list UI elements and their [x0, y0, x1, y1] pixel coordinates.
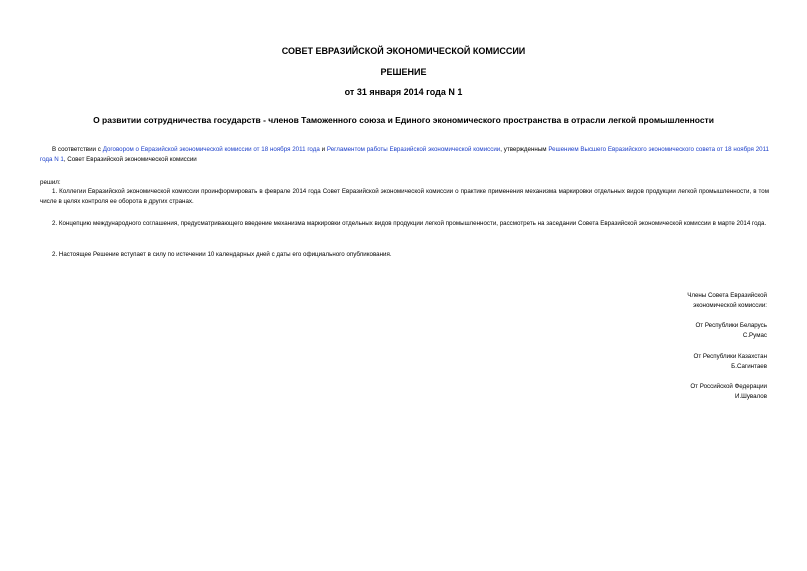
preamble-text: , Совет Евразийской экономической комиссии — [63, 156, 197, 163]
item-3: 2. Настоящее Решение вступает в силу по истечении 10 календарных дней с даты его официального опубликования. — [52, 251, 392, 258]
preamble-text: и — [319, 146, 327, 153]
signature-block — [567, 352, 767, 372]
signatory-name: Б.Сагинтаев — [731, 363, 767, 370]
signatory-name: С.Румас — [742, 332, 767, 339]
item-1: 1. Коллегии Евразийской экономической комиссии проинформировать в феврале 2014 года Совет Евразийской экономической комиссии о практике применения механизма маркировки отдельных видов продукции легкой промышленности, в том числе в целях контроля ее оборота в других странах. — [40, 188, 769, 205]
document-type: РЕШЕНИЕ — [380, 67, 427, 77]
document-date-number: от 31 января 2014 года N 1 — [344, 87, 463, 97]
preamble-text: , утвержденным — [500, 146, 549, 153]
signature-block — [567, 382, 767, 402]
item-2: 2. Концепцию международного соглашения, предусматривающего введение механизма маркировки отдельных видов продукции легкой промышленности, рассмотреть на заседании Совета Евразийской экономической комиссии в марте 2014 года. — [52, 220, 767, 227]
signatory-country: От Республики Беларусь — [695, 322, 767, 329]
decision-link[interactable]: Решением Высшего Евразийского экономического совета от 18 ноября 2011 года N 1 — [40, 146, 769, 163]
signatory-country: От Российской Федерации — [690, 383, 767, 390]
signatures-intro-line: Члены Совета Евразийской — [687, 292, 767, 299]
signatory-name: И.Шувалов — [735, 393, 767, 400]
document-title: О развитии сотрудничества государств - членов Таможенного союза и Единого экономического пространства в отрасли легкой промышленности — [93, 115, 714, 125]
resolved-label: решил: — [40, 179, 61, 186]
preamble-paragraph — [40, 145, 769, 165]
signatures-intro-line: экономической комиссии: — [693, 302, 767, 309]
regulations-link[interactable]: Регламентом работы Евразийской экономической комиссии — [326, 146, 501, 153]
treaty-link[interactable]: Договором о Евразийской экономической комиссии от 18 ноября 2011 года — [102, 146, 320, 153]
organization-title: СОВЕТ ЕВРАЗИЙСКОЙ ЭКОНОМИЧЕСКОЙ КОМИССИИ — [281, 46, 526, 56]
signatures-intro — [567, 291, 767, 311]
preamble-text: В соответствии с — [52, 146, 103, 153]
signature-block — [567, 321, 767, 341]
signatory-country: От Республики Казахстан — [693, 353, 767, 360]
